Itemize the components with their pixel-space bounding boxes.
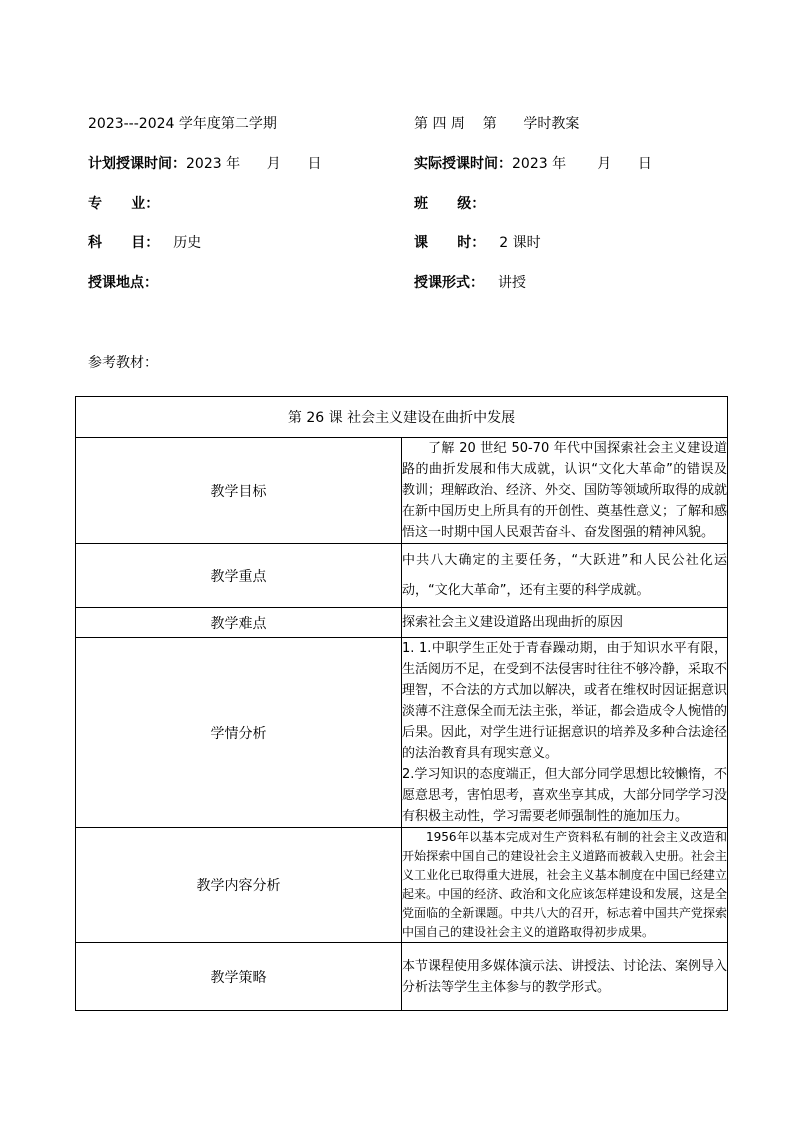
location	[88, 274, 158, 292]
row-content-strategy	[402, 943, 728, 1011]
table-row	[76, 943, 728, 1011]
actual-time-value: 2023 年 月 日	[512, 156, 652, 172]
subject-value: 历史	[173, 235, 202, 251]
hours-value: 2 课时	[499, 235, 541, 251]
actual-time	[414, 155, 652, 173]
class	[414, 195, 485, 213]
difficulties-text: 探索社会主义建设道路出现曲折的原因	[402, 615, 624, 630]
row-label-student-analysis: 学情分析	[76, 638, 402, 828]
lesson-plan-table	[75, 396, 728, 1011]
table-row	[76, 638, 728, 828]
row-content-objectives	[402, 438, 728, 544]
row-label-key-points: 教学重点	[76, 544, 402, 608]
row-label-strategy: 教学策略	[76, 943, 402, 1011]
week-title: 第 四 周 第 学时教案	[414, 116, 580, 132]
table-row	[76, 828, 728, 943]
row-label-difficulties: 教学难点	[76, 608, 402, 638]
row-label-objectives: 教学目标	[76, 438, 402, 544]
major	[88, 195, 159, 213]
subject-label: 科 目：	[88, 235, 160, 251]
plan-time-label: 计划授课时间：	[88, 156, 186, 172]
row-content-difficulties	[402, 608, 728, 638]
row-content-content-analysis	[402, 828, 728, 943]
hours-label: 课 时：	[414, 235, 486, 251]
student-analysis-text-2: 2.学习知识的态度端正，但大部分同学思想比较懒惰，不愿意思考，害怕思考，喜欢坐享其成，大部分同学学习没有积极主动性，学习需要老师强制性的施加压力。	[402, 767, 728, 824]
form-label: 授课形式：	[414, 275, 484, 291]
major-label: 专 业：	[88, 196, 160, 212]
plan-time	[88, 155, 321, 173]
form-value: 讲授	[498, 275, 526, 291]
plan-time-value: 2023 年 月 日	[186, 156, 322, 172]
hours	[414, 234, 541, 252]
row-label-content-analysis: 教学内容分析	[76, 828, 402, 943]
objectives-text: 了解 20 世纪 50-70 年代中国探索社会主义建设道路的曲折发展和伟大成就，认识“文化大革命”的错误及教训；理解政治、经济、外交、国防等领域所取得的成就在新中国历史上所具有的开创性、奠基性意义；了解和感悟这一时期中国人民艰苦奋斗、奋发图强的精神风貌。	[402, 441, 728, 540]
key-points-text: 中共八大确定的主要任务，“大跃进”和人民公社化运动，“文化大革命”，还有主要的科学成就。	[402, 552, 727, 598]
class-label: 班 级：	[414, 196, 486, 212]
location-label: 授课地点：	[88, 275, 158, 291]
textbook-label: 参考教材：	[88, 355, 158, 371]
row-content-key-points	[402, 544, 728, 608]
strategy-text: 本节课程使用多媒体演示法、讲授法、讨论法、案例导入分析法等学生主体参与的教学形式。	[402, 958, 728, 995]
lesson-title: 第 26 课 社会主义建设在曲折中发展	[76, 397, 728, 438]
form	[414, 274, 526, 292]
row-content-student-analysis	[402, 638, 728, 828]
table-row	[76, 438, 728, 544]
content-analysis-text: 1956年以基本完成对生产资料私有制的社会主义改造和开始探索中国自己的建设社会主义道路而被载入史册。社会主义工业化已取得重大进展，社会主义基本制度在中国已经建立起来。中国的经济、政治和文化应该怎样建设和发展，这是全党面临的全新课题。中共八大的召开，标志着中国共产党探索中国自己的建设社会主义的道路取得初步成果。	[402, 830, 727, 939]
actual-time-label: 实际授课时间：	[414, 156, 512, 172]
table-row	[76, 544, 728, 608]
term-title: 2023---2024 学年度第二学期	[88, 116, 277, 132]
student-analysis-text-1: 1. 1.中职学生正处于青春躁动期，由于知识水平有限，生活阅历不足，在受到不法侵害时往往不够冷静，采取不理智，不合法的方式加以解决，或者在维权时因证据意识淡薄不注意保全而无法主张，举证，都会造成令人惋惜的后果。因此，对学生进行证据意识的培养及多种合法途径的法治教育具有现实意义。	[402, 641, 728, 761]
table-row	[76, 608, 728, 638]
subject	[88, 234, 201, 252]
